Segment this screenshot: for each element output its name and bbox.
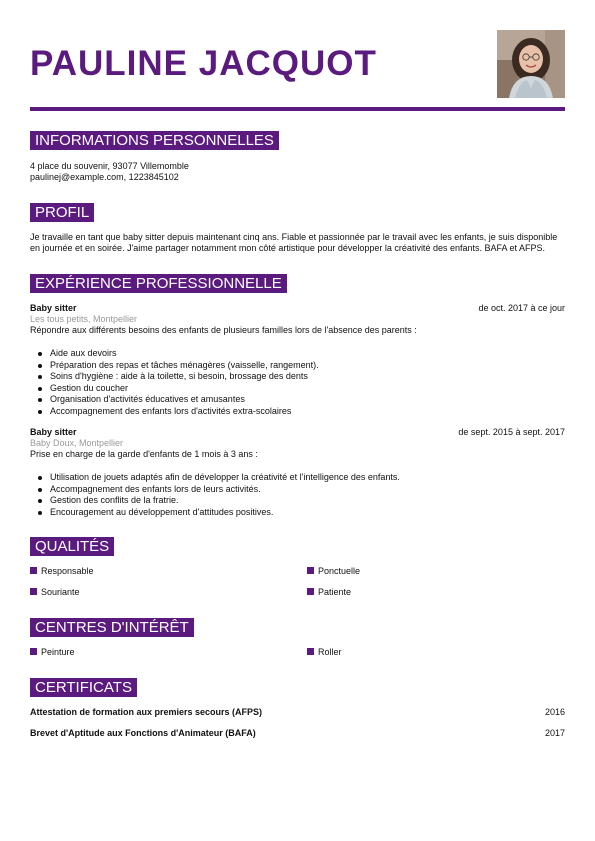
- interest-item: [30, 647, 75, 658]
- header-divider: [30, 107, 565, 111]
- job-2-summary: Prise en charge de la garde d'enfants de 1 mois à 3 ans :: [30, 449, 258, 459]
- section-title-infos: INFORMATIONS PERSONNELLES: [30, 131, 279, 150]
- quality-item: [30, 587, 80, 598]
- section-title-certificats: CERTIFICATS: [30, 678, 137, 697]
- certificate-name: Brevet d'Aptitude aux Fonctions d'Animateur (BAFA): [30, 728, 256, 738]
- list-item: Soins d'hygiène : aide à la toilette, si besoin, brossage des dents: [30, 371, 565, 383]
- quality-label: Souriante: [41, 587, 80, 597]
- quality-label: Responsable: [41, 566, 94, 576]
- job-2-role: Baby sitter: [30, 427, 77, 437]
- interest-label: Peinture: [41, 647, 75, 657]
- job-2-task-list: [30, 472, 565, 518]
- profil-text-line-1: Je travaille en tant que baby sitter depuis maintenant cinq ans. Fiable et passionnée par le travail avec les enfants, je suis disponible: [30, 232, 558, 242]
- interest-item: [307, 647, 342, 658]
- list-item: Organisation d'activités éducatives et amusantes: [30, 394, 565, 406]
- contact-text: paulinej@example.com, 1223845102: [30, 172, 179, 182]
- square-bullet-icon: [30, 588, 37, 595]
- address-text: 4 place du souvenir, 93077 Villemomble: [30, 161, 189, 171]
- list-item: Préparation des repas et tâches ménagères (vaisselle, rangement).: [30, 360, 565, 372]
- square-bullet-icon: [307, 567, 314, 574]
- list-item: Accompagnement des enfants lors d'activités extra-scolaires: [30, 406, 565, 418]
- job-2-employer: Baby Doux, Montpellier: [30, 438, 124, 448]
- job-1-employer: Les tous petits, Montpellier: [30, 314, 138, 324]
- candidate-name: PAULINE JACQUOT: [30, 44, 377, 83]
- section-title-experience: EXPÉRIENCE PROFESSIONNELLE: [30, 274, 287, 293]
- job-1-task-list: [30, 348, 565, 417]
- section-title-profil: PROFIL: [30, 203, 94, 222]
- square-bullet-icon: [307, 648, 314, 655]
- section-title-qualites: QUALITÉS: [30, 537, 114, 556]
- quality-label: Patiente: [318, 587, 352, 597]
- quality-label: Ponctuelle: [318, 566, 361, 576]
- interest-label: Roller: [318, 647, 342, 657]
- certificate-year: 2017: [544, 728, 565, 738]
- list-item: Gestion des conflits de la fratrie.: [30, 495, 565, 507]
- list-item: Encouragement au développement d'attitudes positives.: [30, 507, 565, 519]
- square-bullet-icon: [30, 567, 37, 574]
- list-item: Utilisation de jouets adaptés afin de développer la créativité et l'intelligence des enfants.: [30, 472, 565, 484]
- job-1-role: Baby sitter: [30, 303, 77, 313]
- quality-item: [307, 587, 351, 598]
- list-item: Aide aux devoirs: [30, 348, 565, 360]
- certificate-name: Attestation de formation aux premiers secours (AFPS): [30, 707, 263, 717]
- job-1-dates: de oct. 2017 à ce jour: [478, 303, 565, 313]
- profil-text-line-2: en journée et en soirée. J'aime partager notamment mon côté artistique pour développer la créativité des enfants. BAFA et AFPS.: [30, 243, 546, 253]
- quality-item: [307, 566, 360, 577]
- square-bullet-icon: [30, 648, 37, 655]
- job-2-dates: de sept. 2015 à sept. 2017: [458, 427, 565, 437]
- certificate-year: 2016: [544, 707, 565, 717]
- list-item: Gestion du coucher: [30, 383, 565, 395]
- job-1-summary: Répondre aux différents besoins des enfants de plusieurs familles lors de l'absence des parents :: [30, 325, 417, 335]
- quality-item: [30, 566, 94, 577]
- square-bullet-icon: [307, 588, 314, 595]
- profile-photo: [497, 30, 565, 98]
- section-title-interets: CENTRES D'INTÉRÊT: [30, 618, 194, 637]
- list-item: Accompagnement des enfants lors de leurs activités.: [30, 484, 565, 496]
